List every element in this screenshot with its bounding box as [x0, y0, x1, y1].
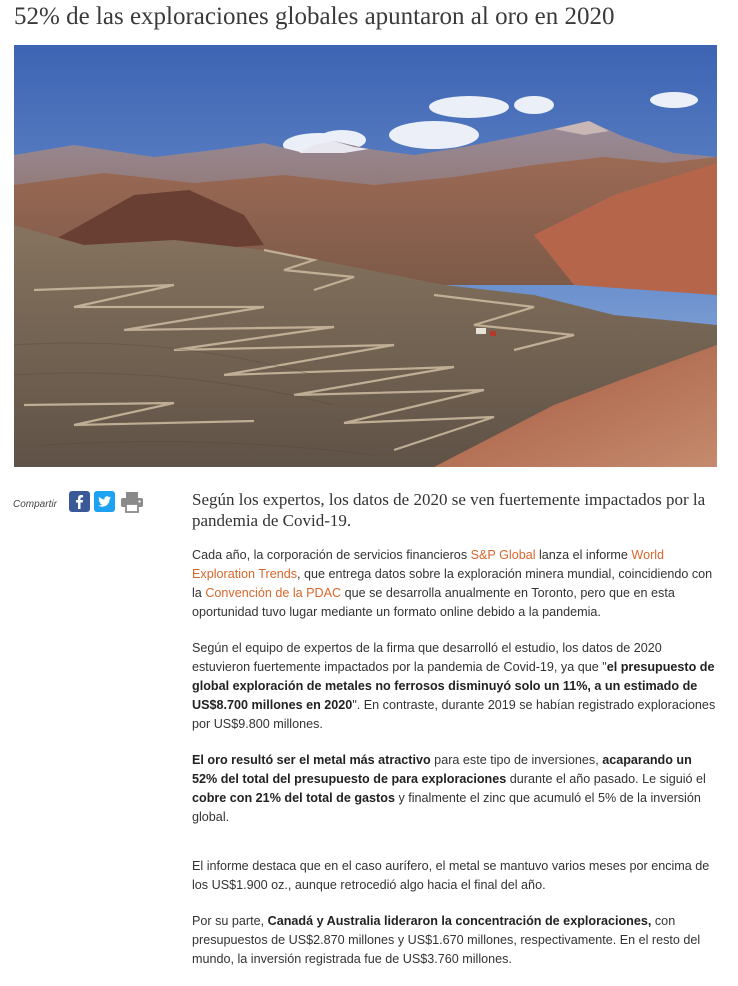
paragraph-2 [192, 639, 716, 734]
share-bar [13, 491, 145, 512]
link-world-exploration-trends[interactable]: World Exploration Trends [192, 548, 665, 581]
article-lead: Según los expertos, los datos de 2020 se ven fuertemente impactados por la pandemia de Covid-19. [192, 490, 706, 530]
article-body [192, 489, 716, 986]
article-title: 52% de las exploraciones globales apuntaron al oro en 2020 [14, 3, 615, 30]
share-label: Compartir [13, 498, 57, 510]
facebook-share-button[interactable] [69, 491, 90, 512]
print-icon [119, 491, 145, 513]
text: durante el año pasado. Le siguió el [506, 772, 706, 786]
bold-text: El oro resultó ser el metal más atractivo [192, 753, 431, 767]
text: para este tipo de inversiones, [430, 753, 603, 767]
hero-image [14, 45, 717, 467]
print-button[interactable] [119, 491, 145, 512]
link-pdac-convention[interactable]: Convención de la PDAC [205, 586, 342, 600]
twitter-share-button[interactable] [94, 491, 115, 512]
mountain-landscape-illustration [14, 45, 717, 467]
paragraph-3 [192, 751, 716, 827]
bold-text: el presupuesto de global exploración de metales no ferrosos disminuyó solo un 11%, a un estimado de US$8.700 millones en 2020 [192, 660, 715, 712]
text: con presupuestos de US$2.870 millones y US$1.670 millones, respectivamente. En el resto del mundo, la inversión registrada fue de US$3.760 millones. [192, 914, 701, 966]
text: que se desarrolla anualmente en Toronto, pero que en esta oportunidad tuvo lugar mediante un formato online debido a la pandemia. [192, 586, 675, 619]
text: lanza el informe [535, 548, 632, 562]
bold-text: Canadá y Australia lideraron la concentración de exploraciones, [267, 914, 652, 928]
link-sp-global[interactable]: S&P Global [470, 548, 536, 562]
twitter-icon [94, 491, 115, 512]
bold-text: acaparando un 52% del total del presupuesto de para exploraciones [192, 753, 692, 786]
text: Según el equipo de expertos de la firma que desarrolló el estudio, los datos de 2020 estuvieron fuertemente impactados por la pandemia de Covid-19, ya que " [192, 641, 662, 674]
paragraph-5 [192, 912, 716, 969]
bold-text: cobre con 21% del total de gastos [192, 791, 395, 805]
text: Por su parte, [192, 914, 268, 928]
text: , que entrega datos sobre la exploración minera mundial, coincidiendo con la [192, 567, 713, 600]
text: ". En contraste, durante 2019 se habían registrado exploraciones por US$9.800 millones. [192, 698, 716, 731]
text: y finalmente el zinc que acumuló el 5% de la inversión global. [192, 791, 701, 824]
facebook-icon [69, 491, 90, 512]
text: Cada año, la corporación de servicios financieros [192, 548, 471, 562]
paragraph-1 [192, 546, 716, 622]
paragraph-4: El informe destaca que en el caso aurífero, el metal se mantuvo varios meses por encima de los US$1.900 oz., aunque retrocedió algo hacia el final del año. [192, 859, 710, 892]
